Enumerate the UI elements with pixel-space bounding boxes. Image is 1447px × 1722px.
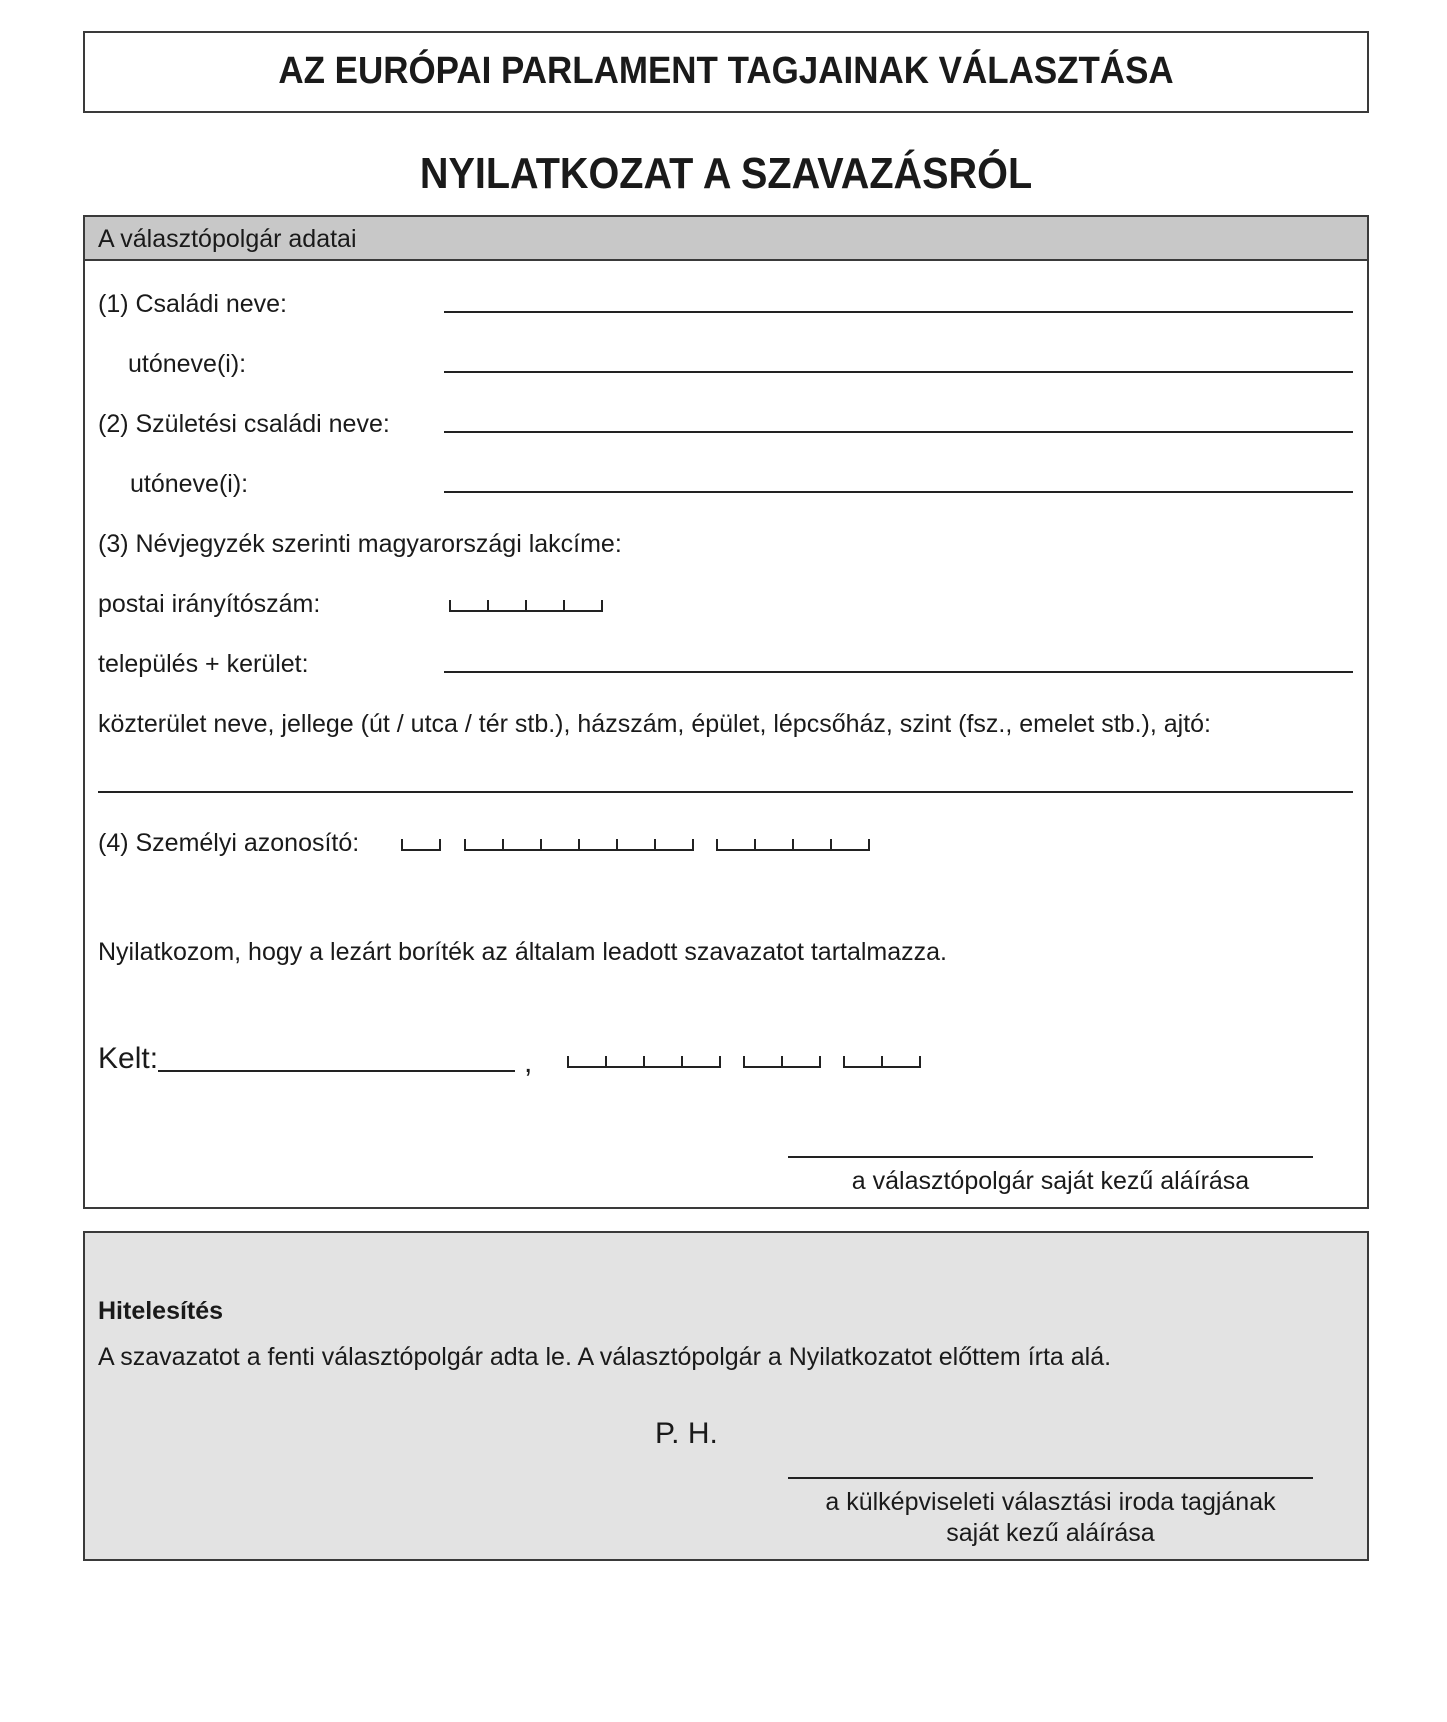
street-address-field[interactable] — [98, 791, 1353, 793]
voter-data-heading: A választópolgár adatai — [98, 225, 357, 253]
declaration-text: Nyilatkozom, hogy a lezárt boríték az általam leadott szavazatot tartalmazza. — [98, 938, 947, 966]
official-signature-line[interactable] — [788, 1477, 1313, 1479]
settlement-label: település + kerület: — [98, 650, 309, 678]
given-names-label: utóneve(i): — [128, 350, 247, 378]
date-month-boxes[interactable] — [743, 1056, 821, 1068]
birth-family-name-label: (2) Születési családi neve: — [98, 410, 390, 438]
postal-code-boxes[interactable] — [449, 600, 603, 612]
address-label: (3) Névjegyzék szerinti magyarországi lakcíme: — [98, 530, 622, 558]
date-day-boxes[interactable] — [843, 1056, 921, 1068]
stamp-label: P. H. — [655, 1417, 718, 1450]
personal-id-group-2[interactable] — [464, 839, 694, 851]
place-field[interactable] — [158, 1070, 515, 1072]
birth-family-name-field[interactable] — [444, 431, 1353, 433]
street-address-label: közterület neve, jellege (út / utca / tér stb.), házszám, épület, lépcsőház, szint (fsz., emelet stb.), ajtó: — [98, 710, 1212, 738]
postal-code-label: postai irányítószám: — [98, 590, 321, 618]
date-comma: , — [524, 1046, 533, 1079]
voter-signature-caption: a választópolgár saját kezű aláírása — [851, 1167, 1250, 1195]
official-signature-caption-1: a külképviseleti választási iroda tagjának — [825, 1488, 1276, 1516]
given-names-field[interactable] — [444, 371, 1353, 373]
birth-given-names-field[interactable] — [444, 491, 1353, 493]
date-label: Kelt: — [98, 1042, 159, 1075]
personal-id-label: (4) Személyi azonosító: — [98, 829, 360, 857]
authentication-text: A szavazatot a fenti választópolgár adta le. A választópolgár a Nyilatkozatot előttem írta alá. — [98, 1343, 1112, 1371]
document-title: AZ EURÓPAI PARLAMENT TAGJAINAK VÁLASZTÁSA — [278, 50, 1174, 92]
personal-id-group-3[interactable] — [716, 839, 870, 851]
personal-id-group-1[interactable] — [401, 839, 441, 851]
date-year-boxes[interactable] — [567, 1056, 721, 1068]
settlement-field[interactable] — [444, 671, 1353, 673]
family-name-field[interactable] — [444, 311, 1353, 313]
family-name-label: (1) Családi neve: — [98, 290, 287, 318]
official-signature-caption-2: saját kezű aláírása — [946, 1519, 1155, 1547]
authentication-heading: Hitelesítés — [98, 1297, 224, 1325]
voter-signature-line[interactable] — [788, 1156, 1313, 1158]
form-title: NYILATKOZAT A SZAVAZÁSRÓL — [419, 149, 1033, 198]
birth-given-names-label: utóneve(i): — [130, 470, 249, 498]
